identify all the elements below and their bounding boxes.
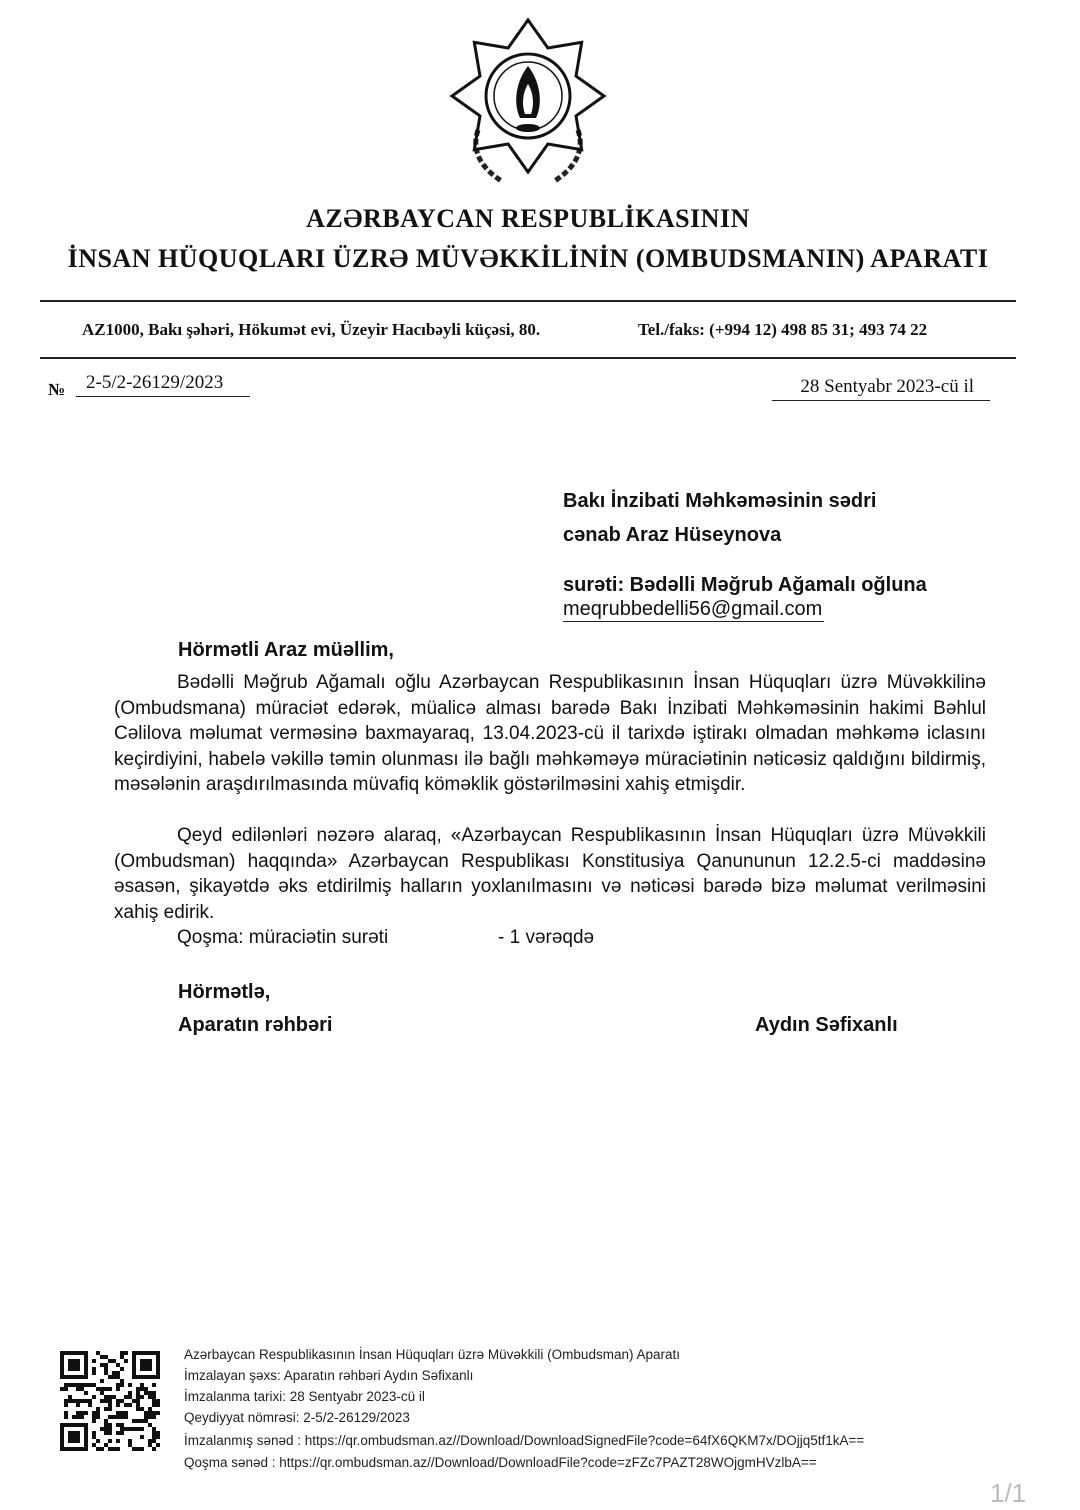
attachment-count: - 1 vərəqdə [498,927,595,948]
document-number: 2-5/2-26129/2023 [76,372,250,397]
recipient-email[interactable]: meqrubbedelli56@gmail.com [563,598,823,620]
header-title-line1: AZƏRBAYCAN RESPUBLİKASININ [306,204,750,233]
header-rule-top [40,300,1016,302]
azerbaijan-state-emblem-icon [448,10,608,188]
number-sign: № [48,380,66,399]
body-paragraph-2: Qeyd edilənləri nəzərə alaraq, «Azərbaycan Respublikasının İnsan Hüquqları üzrə Müvəkkili (Ombudsman) haqqında» Azərbaycan Respublikası Konstitusiya Qanununun 12.2.5-ci maddəsinə əsasən, şikayətdə əks etdirilmiş halların yoxlanılmasını və nəticəsi barədə bizə məlumat verilməsini xahiş edirik. [114,825,986,923]
salutation: Hörmətli Araz müəllim, [178,639,394,661]
footer-attachment-link[interactable]: Qoşma sənəd : https://qr.ombudsman.az//Download/DownloadFile?code=zFZc7PAZT28WOjgmHVzlbA== [184,1455,817,1470]
header-title-line2: İNSAN HÜQUQLARI ÜZRƏ MÜVƏKKİLİNİN (OMBUDSMANIN) APARATI [67,244,989,273]
signer-position: Aparatın rəhbəri [178,1014,333,1036]
footer-organization: Azərbaycan Respublikasının İnsan Hüquqları üzrə Müvəkkili (Ombudsman) Aparatı [184,1347,680,1362]
attachment-label: Qoşma: müraciətin surəti [177,927,389,948]
qr-code-icon[interactable] [60,1351,160,1451]
footer-signer: İmzalayan şəxs: Aparatın rəhbəri Aydın Səfixanlı [184,1368,474,1383]
recipient-line2: cənab Araz Hüseynova [563,524,782,546]
footer-signed-file-link[interactable]: İmzalanmış sənəd : https://qr.ombudsman.az//Download/DownloadSignedFile?code=64fX6QKM7x/DOjjq5tf1kA== [184,1433,865,1448]
recipient-line1: Bakı İnzibati Məhkəməsinin sədri [563,490,877,512]
page-number: 1/1 [990,1478,1027,1508]
signer-name: Aydın Səfixanlı [755,1014,898,1036]
body-paragraph-1: Bədəlli Məğrub Ağamalı oğlu Azərbaycan Respublikasının İnsan Hüquqları üzrə Müvəkkilinə (Ombudsmana) müraciət edərək, müalicə alması barədə Bakı İnzibati Məhkəməsinin hakimi Bəhlul Cəlilova məlumat verməsinə baxmayaraq, 13.04.2023-cü il tarixdə iştirakı olmadan məhkəmə iclasını keçirdiyini, habelə vəkillə təmin olunması ilə bağlı məhkəməyə müraciətinin nəticəsiz qaldığını bildirmiş, məsələnin araşdırılmasında müvafiq köməklik göstərilməsini xahiş etmişdir. [114,672,986,796]
header-rule-bottom [40,357,1016,359]
organization-phone: Tel./faks: (+994 12) 498 85 31; 493 74 22 [638,320,928,339]
organization-address: AZ1000, Bakı şəhəri, Hökumət evi, Üzeyir Hacıbəyli küçəsi, 80. [82,320,541,339]
copy-recipient: surəti: Bədəlli Məğrub Ağamalı oğluna [563,574,927,596]
closing: Hörmətlə, [178,981,271,1003]
footer-signing-date: İmzalanma tarixi: 28 Sentyabr 2023-cü il [184,1389,425,1404]
document-date: 28 Sentyabr 2023-cü il [772,376,990,401]
footer-registration-number: Qeydiyyat nömrəsi: 2-5/2-26129/2023 [184,1410,410,1425]
